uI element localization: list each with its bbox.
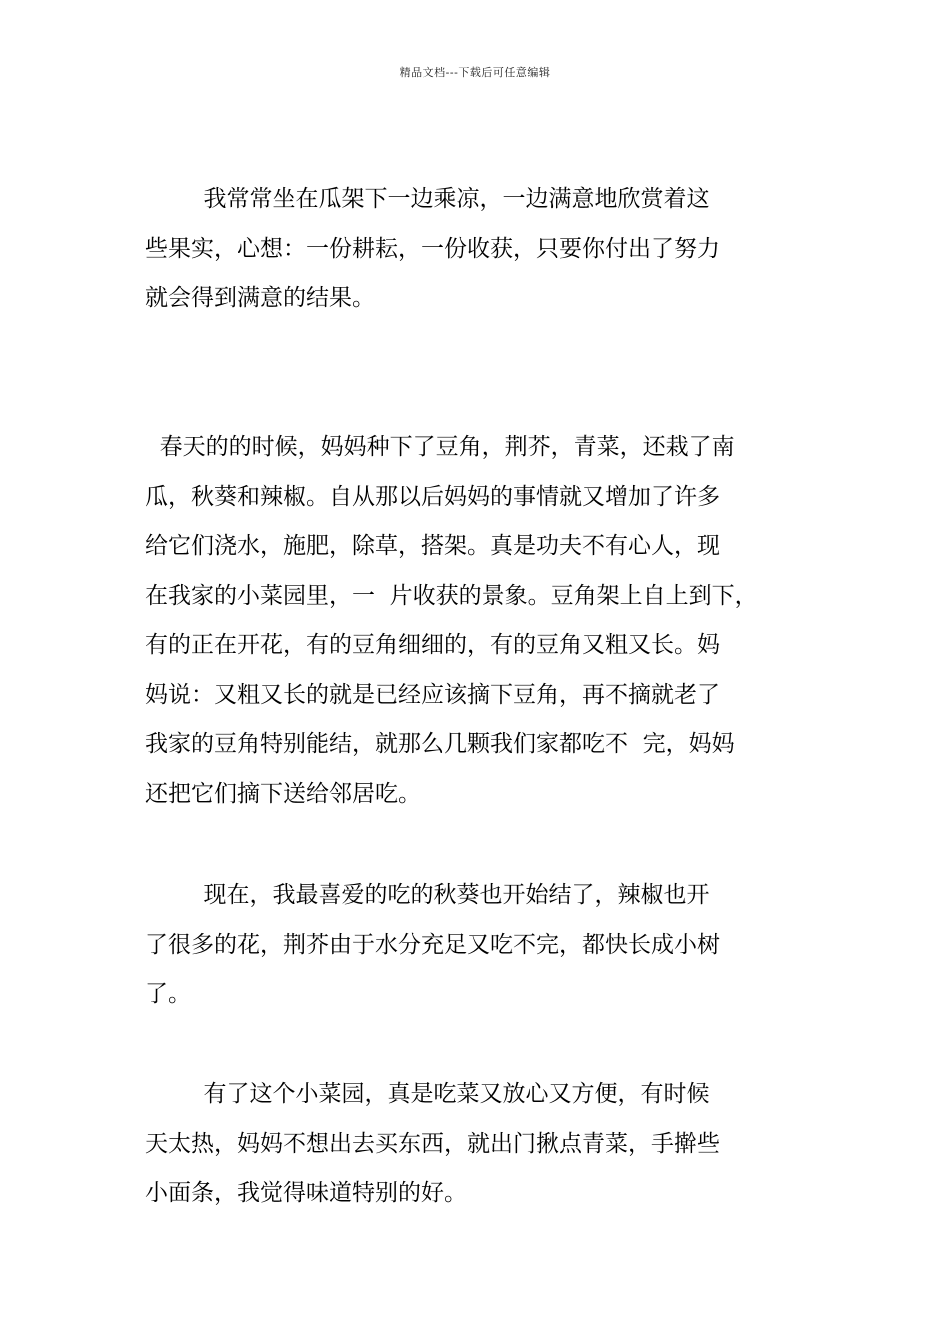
paragraph-line: 妈说：又粗又长的就是已经应该摘下豆角，再不摘就老了: [145, 681, 720, 708]
paragraph-line: 还把它们摘下送给邻居吃。: [145, 780, 421, 807]
paragraph-line: 小面条，我觉得味道特别的好。: [145, 1180, 467, 1206]
paragraph-line: 了很多的花，荆芥由于水分充足又吃不完，都快长成小树: [145, 931, 720, 958]
page-header: 精品文档---下载后可任意编辑: [399, 66, 551, 79]
paragraph-line: 天太热，妈妈不想出去买东西，就出门揪点青菜，手擀些: [145, 1130, 720, 1157]
paragraph-line: 有的正在开花，有的豆角细细的，有的豆角又粗又长。妈: [145, 632, 720, 658]
paragraph-3: [145, 871, 835, 1020]
paragraph-line: 些果实，心想：一份耕耘，一份收获，只要你付出了努力: [145, 235, 720, 262]
paragraph-line: 现在，我最喜爱的吃的秋葵也开始结了，辣椒也开: [145, 882, 710, 908]
paragraph-line: 给它们浇水，施肥，除草，搭架。真是功夫不有心人，现: [145, 533, 720, 559]
paragraph-line: 在我家的小菜园里，一 片收获的景象。豆角架上自上到下，: [145, 582, 758, 609]
paragraph-line: 了。: [145, 981, 191, 1007]
paragraph-line: 有了这个小菜园，真是吃菜又放心又方便，有时候: [145, 1081, 710, 1107]
paragraph-line: 就会得到满意的结果。: [145, 285, 375, 311]
paragraph-line: 我常常坐在瓜架下一边乘凉，一边满意地欣赏着这: [145, 186, 710, 212]
paragraph-line: 我家的豆角特别能结，就那么几颗我们家都吃不 完，妈妈: [145, 731, 735, 757]
paragraph-1: [145, 175, 835, 324]
paragraph-4: [145, 1070, 835, 1219]
paragraph-line: 瓜，秋葵和辣椒。自从那以后妈妈的事情就又增加了许多: [145, 483, 720, 510]
paragraph-line: 春天的的时候，妈妈种下了豆角，荆芥，青菜，还栽了南: [145, 434, 735, 460]
paragraph-2: [145, 423, 835, 819]
